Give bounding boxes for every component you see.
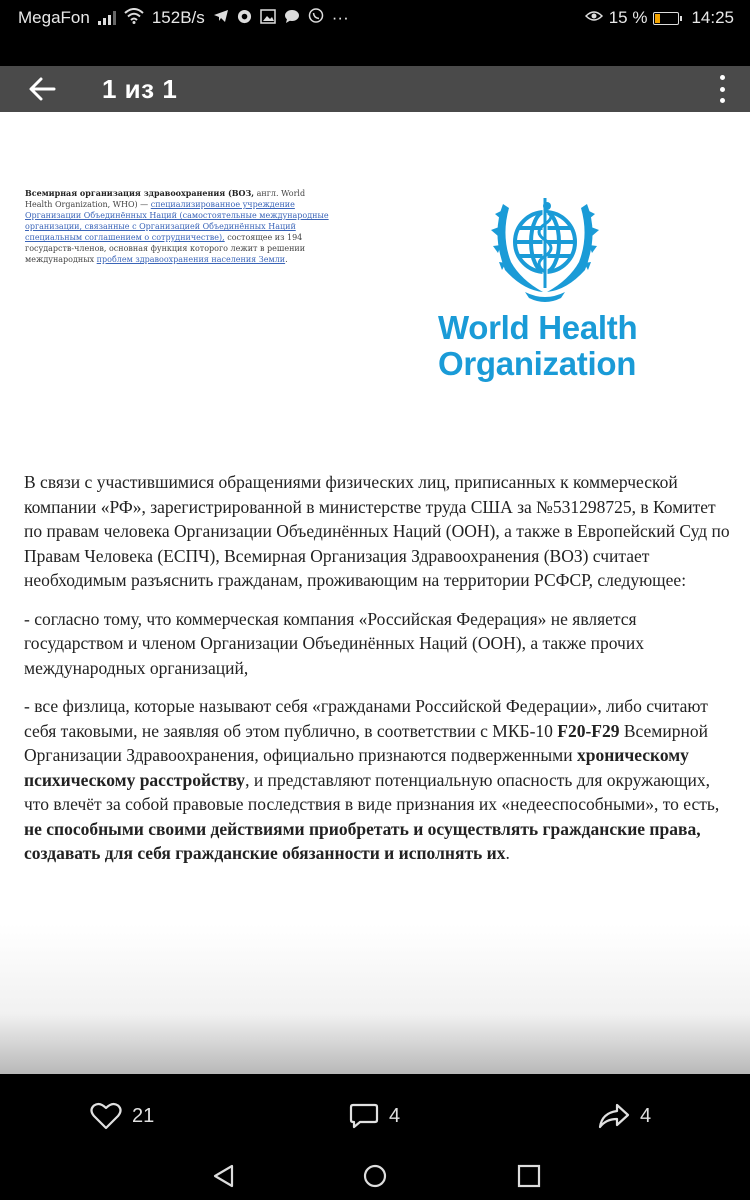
p3-part-e: , и представляют потенциальную опасность для окружающих, что влечёт за собой правовые последствия в виде признания их «недееспособными», то есть, <box>24 769 720 814</box>
paragraph-1: В связи с участившимися обращениями физических лиц, приписанных к коммерческой компании «РФ», зарегистрированной в министерстве труда США за №531298725, в Комитет по правам человека Организации Объединённых Наций (ООН), а также в Европейский Суд по Правам Человека (ЕСПЧ), Всемирная Организация Здравоохранения (ВОЗ) считает необходимым разъяснить гражданам, проживающим на территории РСФСР, следующее: <box>24 472 730 590</box>
like-button[interactable] <box>90 1102 154 1130</box>
p3-incapacity: не способными своими действиями приобретать и осуществлять гражданские права, создавать для себя гражданские обязанности и исполнять их <box>24 818 701 863</box>
wifi-icon <box>124 8 144 28</box>
viber-icon <box>308 8 324 28</box>
p3-part-a: - все физлица, которые называют себя «гражданами Российской Федерации», либо считают себя таковыми, не заявляя об этом публично, в соответствии с МКБ-10 <box>24 696 708 741</box>
comment-icon <box>349 1102 379 1130</box>
wiki-link-un: специализированное учреждение Организации Объединённых Наций (самостоятельные международные организации, связанные с Организацией Объединённых Наций специальным соглашением о сотрудничестве), <box>25 200 329 242</box>
p3-end: . <box>505 843 510 863</box>
nav-home-icon[interactable] <box>361 1162 389 1190</box>
clock: 14:25 <box>691 8 734 27</box>
comment-count: 4 <box>389 1104 401 1127</box>
share-arrow-icon <box>598 1102 630 1130</box>
p3-icd-code: F20-F29 <box>557 720 620 741</box>
p3-disorder: хроническому психическому расстройству <box>24 745 689 790</box>
who-logo-text: World Health Organization <box>438 309 638 382</box>
chrome-icon <box>237 9 252 28</box>
network-speed: 152B/s <box>151 8 205 27</box>
eye-comfort-icon <box>585 9 603 27</box>
image-counter-title: 1 из 1 <box>102 74 178 104</box>
wiki-link-health: проблем здравоохранения населения Земли <box>96 255 286 264</box>
wiki-end: . <box>285 255 288 264</box>
wiki-title: Всемирная организация здравоохранения (ВОЗ, <box>25 188 255 198</box>
heart-icon <box>90 1102 122 1130</box>
back-arrow-icon[interactable] <box>26 72 60 106</box>
share-count: 4 <box>640 1104 652 1127</box>
status-bar <box>0 0 750 36</box>
nav-recents-icon[interactable] <box>515 1162 543 1190</box>
battery-percent: 15 % <box>608 8 648 27</box>
letter-body <box>24 470 730 880</box>
system-nav-bar <box>0 1148 750 1200</box>
more-notifications-icon: ··· <box>331 8 349 27</box>
document-image[interactable] <box>0 112 750 1074</box>
wiki-snippet <box>25 188 330 265</box>
bottom-fade <box>0 924 750 1074</box>
app-bar <box>0 66 750 112</box>
gallery-icon <box>260 9 276 28</box>
who-emblem-logo <box>465 184 625 312</box>
nav-back-icon[interactable] <box>210 1162 238 1190</box>
wiki-lead: англ. World Health Organization, WHO) — <box>25 189 306 209</box>
p3-part-c: Всемирной Организации Здравоохранения, официально признаются подверженными <box>24 720 708 765</box>
telegram-icon <box>213 9 229 27</box>
carrier-name: MegaFon <box>18 8 90 27</box>
signal-icon <box>98 11 116 25</box>
comment-button[interactable] <box>349 1102 400 1130</box>
more-options-icon[interactable] <box>716 75 728 103</box>
wiki-rest: состоящее из 194 государств-членов, основная функция которого лежит в решении международных <box>25 233 306 264</box>
like-count: 21 <box>132 1104 155 1127</box>
paragraph-2: - согласно тому, что коммерческая компания «Российская Федерация» не является государством и членом Организации Объединённых Наций (ООН), а также прочих международных организаций, <box>24 608 644 678</box>
battery-icon <box>653 12 679 25</box>
paragraph-3 <box>24 694 730 866</box>
share-button[interactable] <box>598 1102 651 1130</box>
message-icon <box>284 9 300 28</box>
